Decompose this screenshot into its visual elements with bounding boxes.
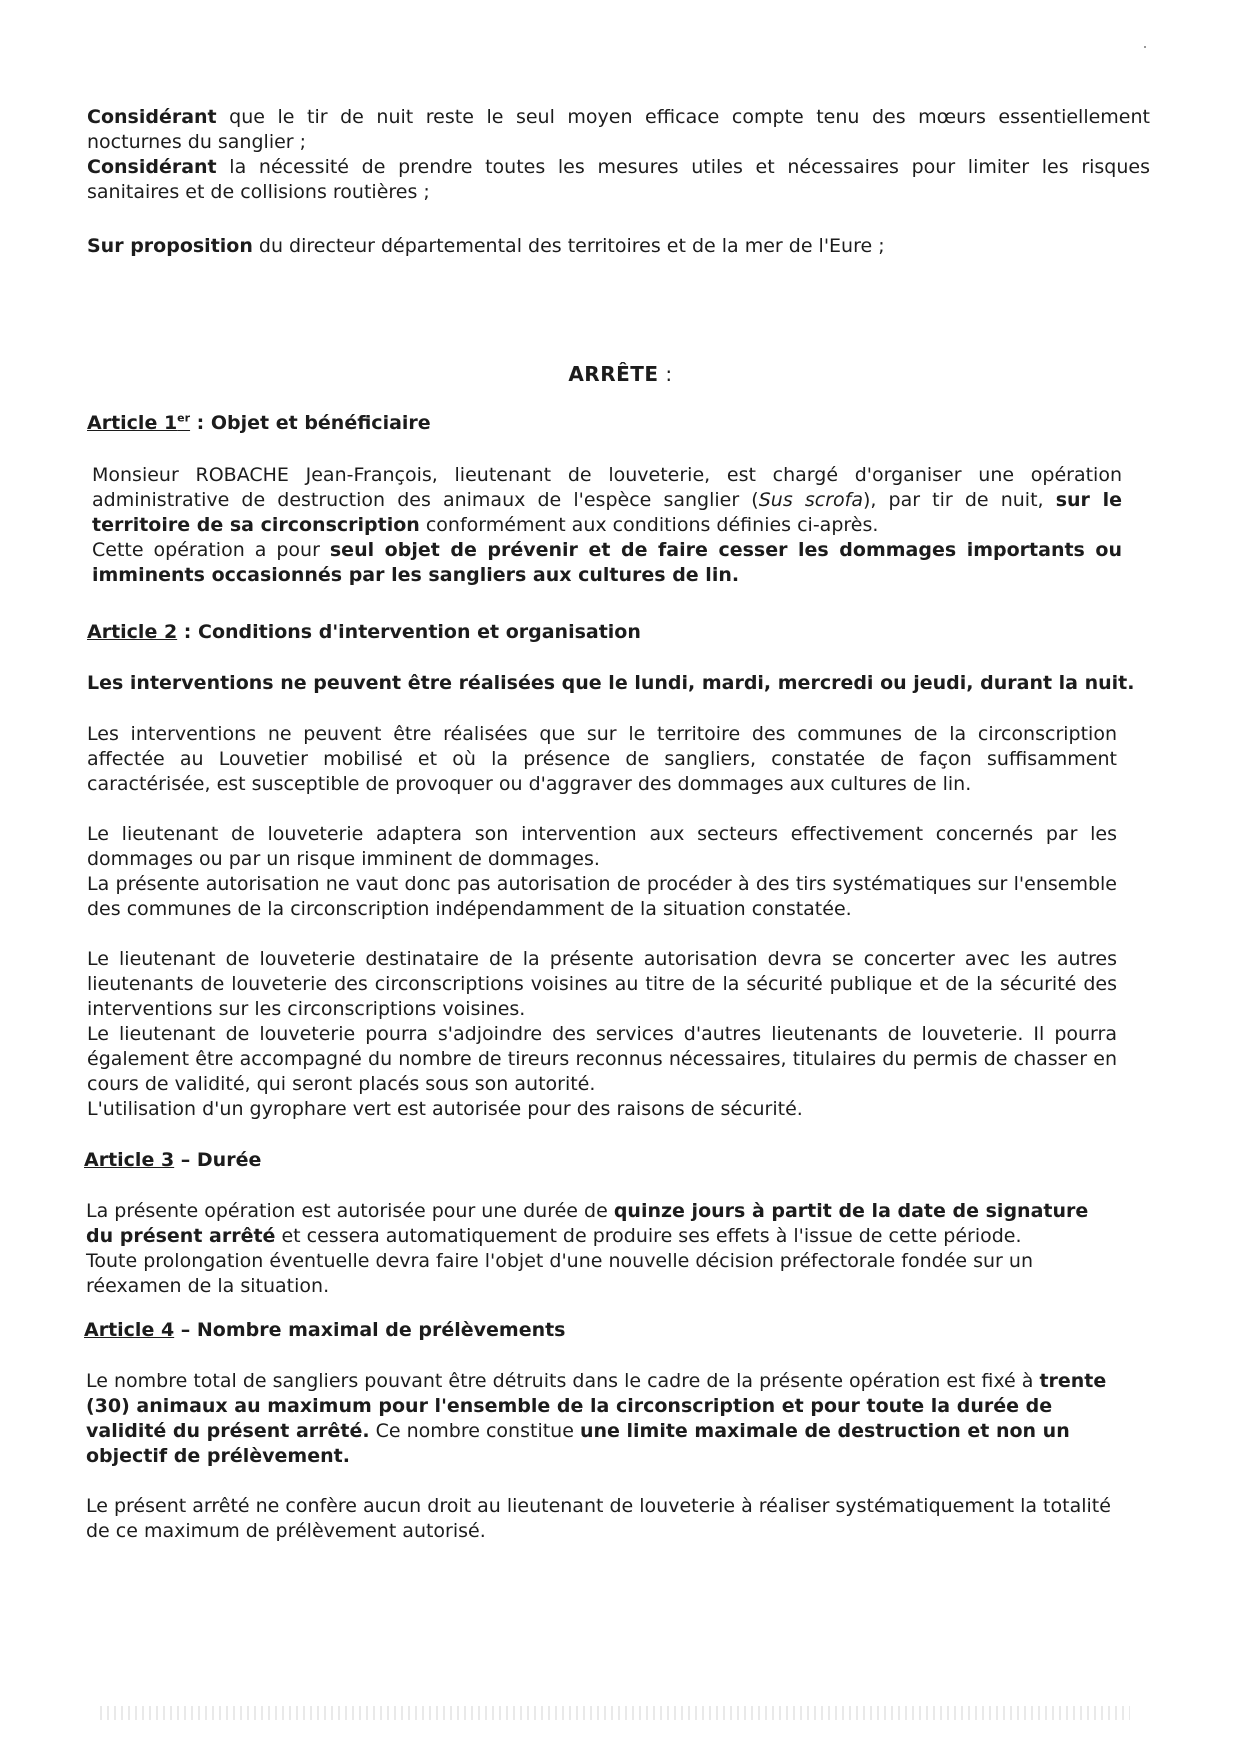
article-1-heading — [87, 411, 431, 436]
proposition-paragraph — [87, 234, 1150, 259]
article-3-title: Durée — [196, 1149, 262, 1171]
considerant-keyword: Considérant — [87, 156, 217, 178]
proposition-text: du directeur départemental des territoires et de la mer de l'Eure ; — [252, 235, 885, 257]
considerant-keyword: Considérant — [87, 106, 217, 128]
article-2-title: : Conditions d'intervention et organisation — [177, 621, 641, 643]
proposition-keyword: Sur proposition — [87, 235, 253, 257]
article-4-label: Article 4 — [84, 1319, 175, 1341]
article-1-paragraph-1: Monsieur ROBACHE Jean-François, lieutenant de louveterie, est chargé d'organiser une opération administrative de destruction des animaux de l'espèce sanglier (Sus scrofa), par tir de nuit, sur le territoire de sa circonscription conformément aux conditions définies ci-après. — [92, 464, 1123, 536]
article-2-paragraph-2: Le lieutenant de louveterie adaptera son intervention aux secteurs effectivement concernés par les dommages ou par un risque imminent de dommages. — [87, 823, 1117, 870]
considerant-text: la nécessité de prendre toutes les mesures utiles et nécessaires pour limiter les risques sanitaires et de collisions routières ; — [87, 156, 1150, 203]
article-2-paragraph-6: L'utilisation d'un gyrophare vert est autorisée pour des raisons de sécurité. — [87, 1098, 803, 1120]
article-2-paragraph-4: Le lieutenant de louveterie destinataire de la présente autorisation devra se concerter avec les autres lieutenants de louveterie des circonscriptions voisines au titre de la sécurité publique et de la sécurité des interventions sur les circonscriptions voisines. — [87, 948, 1117, 1020]
article-3-label: Article 3 — [84, 1149, 175, 1171]
article-4-heading: Article 4 – Nombre maximal de prélèvements — [84, 1319, 566, 1341]
article-1-label: Article 1er — [87, 411, 191, 434]
species-latin-name: Sus scrofa — [758, 489, 863, 511]
decree-title-colon: : — [658, 362, 673, 386]
article-1-title: : Objet et bénéficiaire — [190, 412, 431, 434]
decree-title — [0, 362, 1241, 387]
scan-speck — [1144, 46, 1146, 48]
article-4-title: Nombre maximal de prélèvements — [196, 1319, 566, 1341]
article-3-paragraph-2: Toute prolongation éventuelle devra faire l'objet d'une nouvelle décision préfectorale fondée sur un réexamen de la situation. — [86, 1250, 1033, 1297]
decree-title-text: ARRÊTE — [568, 362, 659, 386]
considerant-paragraph-2 — [87, 155, 1150, 205]
article-2-label: Article 2 — [87, 621, 178, 643]
scan-artifact-strip — [100, 1706, 1130, 1720]
article-2-days-paragraph: Les interventions ne peuvent être réalisées que le lundi, mardi, mercredi ou jeudi, durant la nuit. — [87, 672, 1135, 694]
article-2-heading — [87, 620, 641, 645]
considerant-paragraph-1 — [87, 105, 1150, 155]
article-3-heading: Article 3 – Durée — [84, 1149, 262, 1171]
article-3-paragraph-1: La présente opération est autorisée pour une durée de quinze jours à partit de la date de signature du présent arrêté et cessera automatiquement de produire ses effets à l'issue de cette période. — [86, 1200, 1089, 1247]
article-1-paragraph-2: Cette opération a pour seul objet de prévenir et de faire cesser les dommages importants ou imminents occasionnés par les sangliers aux cultures de lin. — [92, 539, 1123, 586]
article-2-paragraph-5: Le lieutenant de louveterie pourra s'adjoindre des services d'autres lieutenants de louveterie. Il pourra également être accompagné du nombre de tireurs reconnus nécessaires, titulaires du permis de chasser en cours de validité, qui seront placés sous son autorité. — [87, 1023, 1117, 1095]
article-4-paragraph-2: Le présent arrêté ne confère aucun droit au lieutenant de louveterie à réaliser systématiquement la totalité de ce maximum de prélèvement autorisé. — [86, 1495, 1111, 1542]
article-2-paragraph-3: La présente autorisation ne vaut donc pas autorisation de procéder à des tirs systématiques sur l'ensemble des communes de la circonscription indépendamment de la situation constatée. — [87, 873, 1117, 920]
considerant-text: que le tir de nuit reste le seul moyen efficace compte tenu des mœurs essentiellement nocturnes du sanglier ; — [87, 106, 1150, 153]
article-2-paragraph-1: Les interventions ne peuvent être réalisées que sur le territoire des communes de la circonscription affectée au Louvetier mobilisé et où la présence de sangliers, constatée de façon suffisamment caractérisée, est susceptible de provoquer ou d'aggraver des dommages aux cultures de lin. — [87, 723, 1117, 795]
article-4-paragraph-1: Le nombre total de sangliers pouvant être détruits dans le cadre de la présente opération est fixé à trente (30) animaux au maximum pour l'ensemble de la circonscription et pour toute la durée de validité du présent arrêté. Ce nombre constitue une limite maximale de destruction et non un objectif de prélèvement. — [86, 1370, 1107, 1467]
